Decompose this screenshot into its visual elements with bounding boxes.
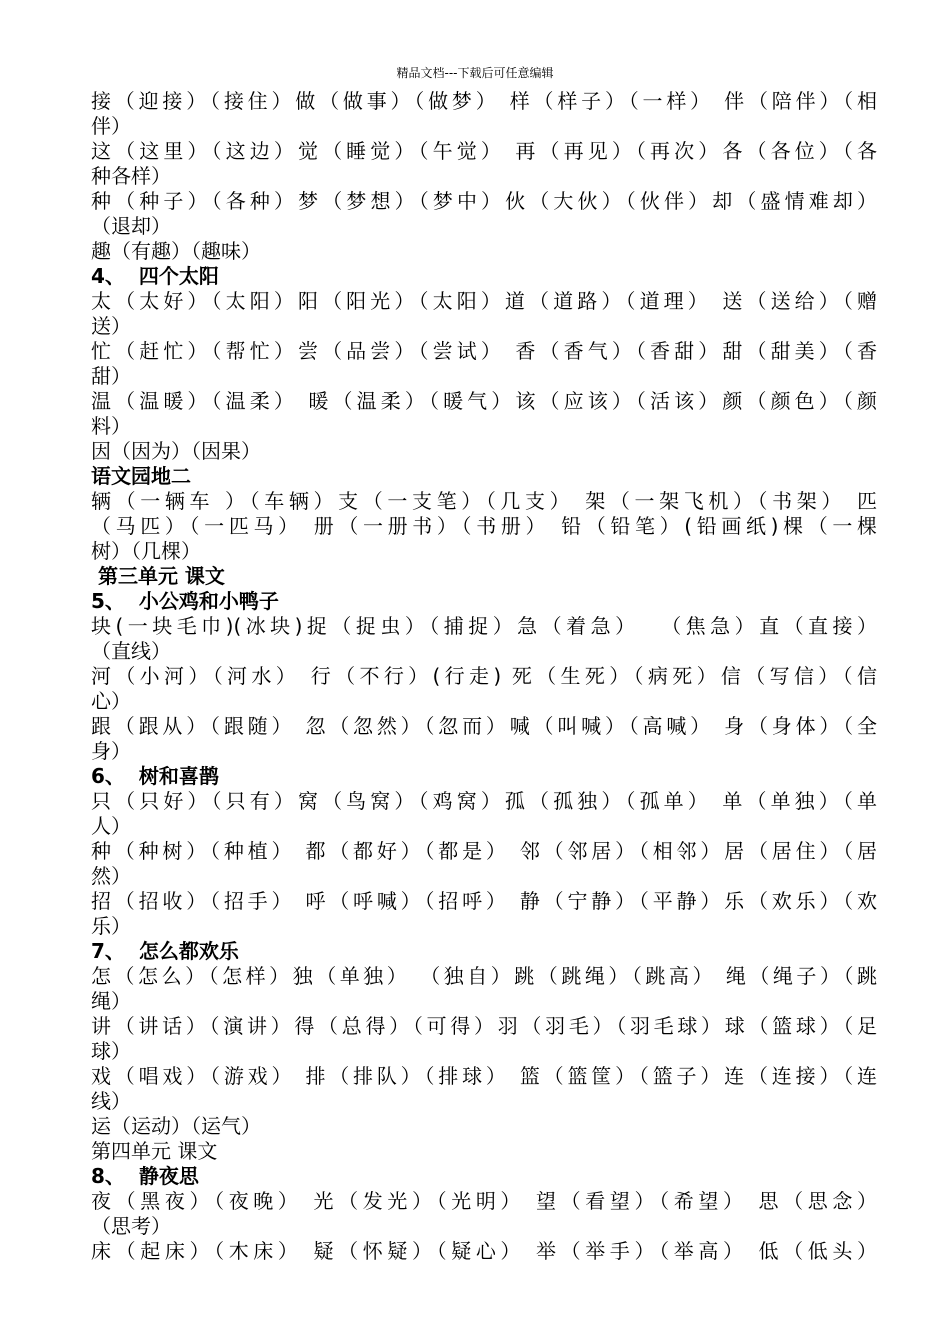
text-line: 伴） [91,114,131,138]
text-line: 料） [91,414,131,438]
text-line: 绳） [91,989,131,1013]
text-line: （直线） [91,639,171,663]
text-line: 运（运动）（运气） [91,1114,261,1138]
text-line: 甜） [91,364,131,388]
text-line: 趣（有趣）（趣味） [91,239,261,263]
text-line: 讲（讲话）（演讲）得（总得）（可得）羽（羽毛）（羽毛球）球（篮球）（足 [91,1014,877,1038]
page-header: 精品文档---下载后可任意编辑 [396,66,554,80]
text-line: 忙（赶忙）（帮忙）尝（品尝）（尝试） 香（香气）（香甜）甜（甜美）（香 [91,339,877,363]
text-line: 乐） [91,914,131,938]
text-line: 辆（一辆车 ）（车辆）支（一支笔）（几支） 架（一架飞机）（书架） 匹 [91,489,877,513]
text-line: 第四单元 课文 [91,1139,218,1163]
text-line: 温（温暖）（温柔） 暖（温柔）（暖气）该（应该）（活该）颜（颜色）（颜 [91,389,877,413]
text-line: 跟（跟从）（跟随） 忽（忽然）（忽而）喊（叫喊）（高喊） 身（身体）（全 [91,714,877,738]
text-line: （退却） [91,214,171,238]
text-line: 夜（黑夜）（夜晚） 光（发光）（光明） 望（看望）（希望） 思（思念） [91,1189,877,1213]
section-heading: 6、 树和喜鹊 [91,764,219,788]
document-body [91,89,877,1264]
text-line: 种（种树）（种植） 都（都好）（都是） 邻（邻居）（相邻）居（居住）（居 [91,839,877,863]
text-line: 块(一块毛巾)(冰块)捉（捉虫）（捕捉）急（着急） （焦急）直（直接） [91,614,877,638]
text-line: 招（招收）（招手） 呼（呼喊）（招呼） 静（宁静）（平静）乐（欢乐）（欢 [91,889,877,913]
section-heading: 5、 小公鸡和小鸭子 [91,589,279,613]
text-line: （思考） [91,1214,171,1238]
text-line: 心） [91,689,131,713]
text-line: 种（种子）（各种）梦（梦想）（梦中）伙（大伙）（伙伴）却（盛情难却） [91,189,877,213]
text-line: 种各样） [91,164,171,188]
text-line: 然） [91,864,131,888]
text-line: 河（小河）（河水） 行（不行）(行走) 死（生死）（病死）信（写信）（信 [91,664,877,688]
section-heading: 语文园地二 [91,464,191,488]
section-heading: 8、 静夜思 [91,1164,199,1188]
text-line: 戏（唱戏）（游戏） 排（排队）（排球） 篮（篮筐）（篮子）连（连接）（连 [91,1064,877,1088]
text-line: 床（起床）（木床） 疑（怀疑）（疑心） 举（举手）（举高） 低（低头） [91,1239,877,1263]
text-line: 只（只好）（只有）窝（鸟窝）（鸡窝）孤（孤独）（孤单） 单（单独）（单 [91,789,877,813]
text-line: （马匹）（一匹马） 册（一册书）（书册） 铅（铅笔）(铅画纸)棵（一棵 [91,514,877,538]
text-line: 线） [91,1089,131,1113]
text-line: 太（太好）（太阳）阳（阳光）（太阳）道（道路）（道理） 送（送给）（赠 [91,289,877,313]
section-heading: 4、 四个太阳 [91,264,219,288]
text-line: 这（这里）（这边）觉（睡觉）（午觉） 再（再见）（再次）各（各位）（各 [91,139,877,163]
section-heading: 第三单元 课文 [91,564,225,588]
text-line: 身） [91,739,131,763]
text-line: 接（迎接）（接住）做（做事）（做梦） 样（样子）（一样） 伴（陪伴）（相 [91,89,877,113]
text-line: 怎（怎么）（怎样）独（单独） （独自）跳（跳绳）（跳高） 绳（绳子）（跳 [91,964,877,988]
text-line: 树）（几棵） [91,539,201,563]
text-line: 因（因为）（因果） [91,439,261,463]
text-line: 球） [91,1039,131,1063]
text-line: 送） [91,314,131,338]
text-line: 人） [91,814,131,838]
section-heading: 7、 怎么都欢乐 [91,939,239,963]
